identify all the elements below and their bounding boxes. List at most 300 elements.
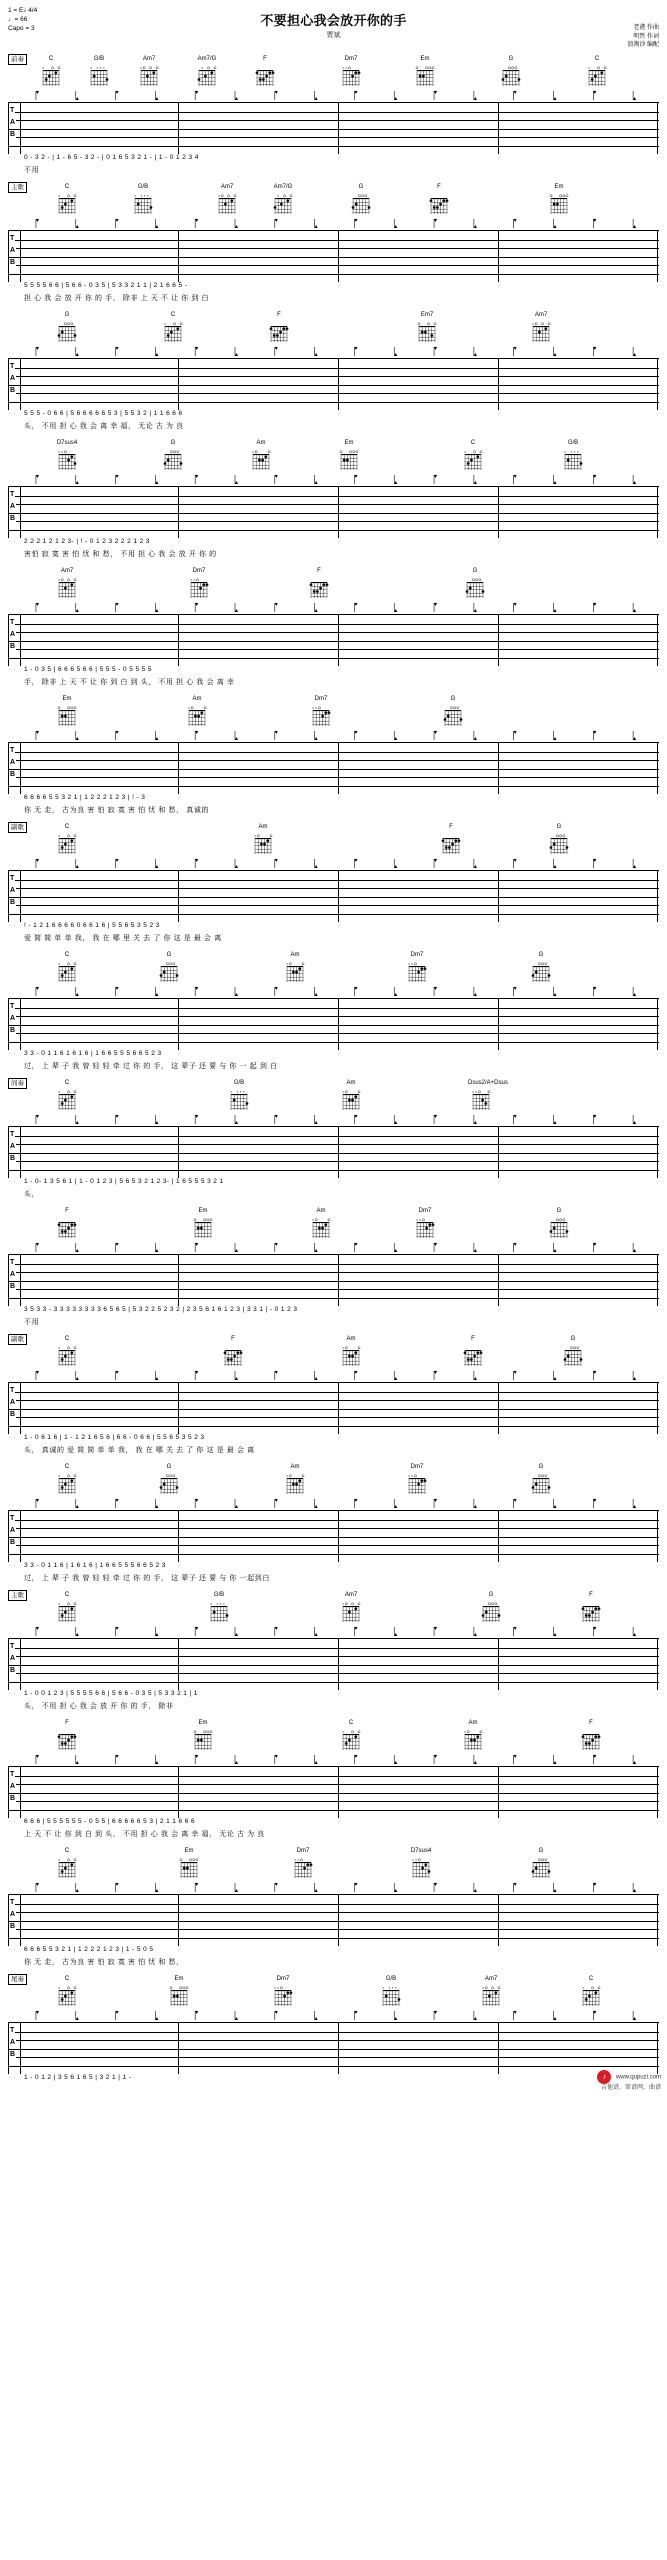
svg-text:×: ×	[236, 1090, 239, 1095]
chord-diagram	[166, 1976, 192, 2006]
tab-clef-letter-b: B	[10, 1283, 16, 1290]
tab-clef-letter-b: B	[10, 1155, 16, 1162]
chord-grid-icon	[462, 576, 488, 598]
chord-diagram-row	[8, 438, 659, 472]
site-watermark	[597, 2070, 661, 2092]
barline	[657, 1383, 658, 1434]
staff-line	[8, 137, 659, 138]
numbered-notation-row: 2 2 2 1 2 1 2 3- | ! - 0 1 2 3 2 2 2 1 2 3	[24, 538, 150, 545]
tab-staff	[8, 1382, 659, 1434]
tab-clef-letter-t: T	[10, 619, 15, 626]
lyrics-row: 害怕 寂 寞 害 怕 忧 和 愁， 不用 担 心 我 会 放 开 你 的	[24, 551, 217, 558]
staff-line	[8, 1929, 659, 1930]
chord-name: G/B	[385, 1976, 397, 1982]
svg-text:×: ×	[58, 194, 60, 199]
barline	[20, 1255, 21, 1306]
svg-text:×: ×	[222, 1602, 225, 1607]
barline	[20, 2023, 21, 2074]
barline	[8, 231, 9, 282]
chord-name: C	[64, 184, 70, 190]
lyrics-row: 你 无 走， 古为良 害 怕 寂 寞 害 怕 忧 和 愁， 真诚的	[24, 807, 210, 814]
barline	[8, 1895, 9, 1946]
barline	[338, 871, 339, 922]
svg-text:×: ×	[286, 1474, 288, 1479]
chord-diagram-row	[8, 1462, 659, 1496]
chord-name: G/B	[137, 184, 149, 190]
chord-grid-icon	[560, 1344, 586, 1366]
chord-diagram	[440, 696, 466, 726]
strum-pattern	[8, 1240, 659, 1252]
chord-grid-icon	[528, 960, 554, 982]
staff-line	[8, 376, 659, 377]
svg-text:×: ×	[134, 194, 136, 199]
tab-clef-letter-t: T	[10, 491, 15, 498]
chord-grid-icon	[440, 704, 466, 726]
chord-name: G	[538, 1848, 544, 1854]
tab-clef-letter-a: A	[10, 247, 16, 254]
staff-line	[8, 658, 659, 659]
site-tagline: 吉他谱、简谱网、曲谱	[600, 2085, 661, 2091]
staff-line	[8, 1144, 659, 1145]
barline	[657, 1639, 658, 1690]
barline	[498, 487, 499, 538]
tab-staff	[8, 742, 659, 794]
staff-line	[8, 1776, 659, 1777]
chord-grid-icon	[156, 1472, 182, 1494]
barline	[498, 2023, 499, 2074]
tab-clef-letter-a: A	[10, 631, 16, 638]
svg-text:×: ×	[286, 962, 288, 967]
chord-grid-icon	[308, 1216, 334, 1238]
chord-diagram	[282, 1464, 308, 1494]
chord-name: Am7/G	[273, 184, 293, 190]
staff-line	[8, 1298, 659, 1299]
tab-staff	[8, 358, 659, 410]
tab-clef-letter-t: T	[10, 235, 15, 242]
lyrics-row: 头， 不用 担 心 我 会 放 开 你 的 手， 除非	[24, 1703, 174, 1710]
chord-diagram	[578, 1720, 604, 1750]
chord-name: Em	[420, 56, 430, 62]
tab-clef-letter-t: T	[10, 875, 15, 882]
svg-text:×: ×	[345, 66, 348, 71]
chord-diagram	[408, 1848, 434, 1878]
lyrics-row: 手， 除非 上 天 不 让 你 到 白 到 头， 不用 担 心 我 会 离 幸	[24, 679, 235, 686]
chord-grid-icon	[308, 704, 334, 726]
svg-text:×: ×	[475, 1090, 478, 1095]
tab-clef-letter-t: T	[10, 1643, 15, 1650]
tab-staff	[8, 1638, 659, 1690]
svg-text:×: ×	[342, 1346, 344, 1351]
barline	[657, 1511, 658, 1562]
chord-grid-icon	[54, 1088, 80, 1110]
chord-name: Am	[290, 952, 300, 958]
chord-diagram	[460, 440, 486, 470]
tab-clef-letter-b: B	[10, 771, 16, 778]
barline	[178, 1639, 179, 1690]
svg-text:×: ×	[482, 1986, 484, 1991]
tab-staff	[8, 2022, 659, 2074]
svg-text:×: ×	[42, 66, 44, 71]
chord-diagram	[282, 952, 308, 982]
tab-clef-letter-t: T	[10, 107, 15, 114]
chord-grid-icon	[206, 1600, 232, 1622]
chord-diagram	[136, 56, 162, 86]
barline	[178, 999, 179, 1050]
barline	[498, 1255, 499, 1306]
barline	[498, 359, 499, 410]
chord-diagram	[160, 440, 186, 470]
numbered-notation-row: 3 3 - 0 1 1 6 1 6 1 6 | 1 6 6 5 5 5 6 6 5 2 3	[24, 1050, 162, 1057]
staff-line	[8, 265, 659, 266]
music-system	[8, 310, 659, 432]
barline	[338, 1255, 339, 1306]
lyrics-row: 爱 简 简 单 单 我， 我 在 哪 里 关 去 了 你 这 是 最 会 离	[24, 935, 222, 942]
barline	[498, 231, 499, 282]
section-label: 主歌	[8, 1590, 27, 1601]
svg-text:×: ×	[294, 1858, 296, 1863]
chord-grid-icon	[460, 1344, 486, 1366]
strum-pattern	[8, 1112, 659, 1124]
staff-line	[8, 504, 659, 505]
barline	[20, 231, 21, 282]
barline	[178, 231, 179, 282]
barline	[338, 1639, 339, 1690]
barline	[8, 615, 9, 666]
chord-name: Dm7	[410, 952, 424, 958]
tab-clef-letter-a: A	[10, 119, 16, 126]
tab-staff	[8, 1510, 659, 1562]
chord-name: Am	[346, 1336, 356, 1342]
barline	[338, 999, 339, 1050]
staff-line	[8, 914, 659, 915]
staff-line	[8, 1008, 659, 1009]
barline	[178, 1895, 179, 1946]
tab-clef-letter-b: B	[10, 643, 16, 650]
tab-clef-letter-t: T	[10, 747, 15, 754]
tempo-marking: ♩= 66	[8, 16, 28, 23]
chord-diagram	[404, 1464, 430, 1494]
chord-diagram	[578, 1976, 604, 2006]
barline	[178, 359, 179, 410]
chord-diagram	[462, 568, 488, 598]
chord-grid-icon	[190, 1216, 216, 1238]
section-label: 副歌	[8, 1334, 27, 1345]
tab-clef-letter-b: B	[10, 899, 16, 906]
chord-diagram	[190, 1720, 216, 1750]
staff-line	[8, 1289, 659, 1290]
svg-text:×: ×	[315, 706, 318, 711]
chord-grid-icon	[426, 192, 452, 214]
barline	[178, 743, 179, 794]
staff-line	[8, 1264, 659, 1265]
staff-line	[8, 1784, 659, 1785]
chord-diagram	[226, 1080, 252, 1110]
strum-pattern	[8, 1496, 659, 1508]
barline	[20, 1511, 21, 1562]
chord-diagram	[308, 1208, 334, 1238]
barline	[178, 615, 179, 666]
strum-pattern	[8, 2008, 659, 2020]
staff-line	[8, 1016, 659, 1017]
chord-grid-icon	[160, 448, 186, 470]
svg-text:×: ×	[146, 194, 149, 199]
chord-grid-icon	[266, 320, 292, 342]
barline	[178, 2023, 179, 2074]
chord-name: Em	[554, 184, 564, 190]
chord-diagram	[156, 952, 182, 982]
barline	[20, 999, 21, 1050]
tab-staff	[8, 998, 659, 1050]
chord-name: F	[65, 1720, 69, 1726]
chord-name: F	[589, 1592, 593, 1598]
barline	[657, 615, 658, 666]
tab-clef-letter-b: B	[10, 1923, 16, 1930]
chord-diagram	[528, 312, 554, 342]
chord-grid-icon	[478, 1984, 504, 2006]
chord-diagram	[54, 1720, 80, 1750]
chord-diagram	[414, 312, 440, 342]
barline	[657, 999, 658, 1050]
chord-name: G	[170, 440, 176, 446]
svg-text:×: ×	[140, 194, 143, 199]
svg-text:×: ×	[58, 450, 60, 455]
chord-name: F	[317, 568, 321, 574]
svg-text:×: ×	[193, 578, 196, 583]
svg-text:×: ×	[382, 1986, 384, 1991]
barline	[20, 871, 21, 922]
svg-text:×: ×	[143, 194, 146, 199]
chord-grid-icon	[412, 1216, 438, 1238]
chord-grid-icon	[306, 576, 332, 598]
chord-name: C	[588, 1976, 594, 1982]
section-label: 尾奏	[8, 1974, 27, 1985]
chord-name: G	[472, 568, 478, 574]
chord-grid-icon	[54, 1728, 80, 1750]
tab-staff	[8, 486, 659, 538]
chord-diagram	[220, 1336, 246, 1366]
barline	[20, 1767, 21, 1818]
barline	[178, 1127, 179, 1178]
barline	[657, 487, 658, 538]
barline	[178, 1511, 179, 1562]
staff-line	[8, 1520, 659, 1521]
numbered-notation-row: 3 3 - 0 1 1 6 | 1 6 1 6 | 1 6 6 5 5 5 6 6 5 2 3	[24, 1562, 166, 1569]
lyrics-row: 头，	[24, 1191, 40, 1198]
chord-name: C	[64, 952, 70, 958]
music-system	[8, 694, 659, 816]
barline	[338, 359, 339, 410]
svg-text:×: ×	[297, 1858, 300, 1863]
chord-grid-icon	[438, 832, 464, 854]
chord-grid-icon	[54, 192, 80, 214]
staff-line	[8, 1272, 659, 1273]
lyrics-row: 过， 上 辈 子 我 曾 轻 轻 牵 过 你 的 手， 这 辈子 还 要 与 你 一起到白	[24, 1575, 270, 1582]
staff-line	[8, 240, 659, 241]
barline	[8, 1255, 9, 1306]
staff-line	[8, 1153, 659, 1154]
chord-grid-icon	[166, 1984, 192, 2006]
tab-clef-letter-b: B	[10, 1027, 16, 1034]
chord-grid-icon	[54, 1984, 80, 2006]
chord-name: F	[231, 1336, 235, 1342]
numbered-notation-row: 6 6 6 | 5 5 5 5 5 5 - 0 5 5 | 6 6 6 6 6 5 3 | 2 1 1 6 6 6	[24, 1818, 195, 1825]
svg-text:×: ×	[312, 1218, 314, 1223]
svg-text:×: ×	[532, 322, 534, 327]
lyrics-row: 担 心 我 会 放 开 你 的 手， 除非 上 天 不 让 你 到 白	[24, 295, 210, 302]
barline	[657, 103, 658, 154]
music-system	[8, 1974, 659, 2096]
chord-diagram-row	[8, 310, 659, 344]
staff-line	[8, 2066, 659, 2067]
chord-diagram-row	[8, 54, 659, 88]
chord-grid-icon	[156, 960, 182, 982]
chord-name: F	[437, 184, 441, 190]
music-system	[8, 1206, 659, 1328]
chord-grid-icon	[54, 1472, 80, 1494]
svg-text:×: ×	[254, 834, 256, 839]
chord-grid-icon	[546, 832, 572, 854]
barline	[20, 1127, 21, 1178]
staff-line	[8, 760, 659, 761]
barline	[20, 1895, 21, 1946]
staff-line	[8, 530, 659, 531]
chord-grid-icon	[194, 64, 220, 86]
chord-diagram-row	[8, 1078, 659, 1112]
staff-line	[8, 2032, 659, 2033]
chord-name: Am7	[484, 1976, 498, 1982]
chord-grid-icon	[338, 1728, 364, 1750]
svg-text:×: ×	[411, 1474, 414, 1479]
svg-text:×: ×	[216, 1602, 219, 1607]
strum-pattern	[8, 1368, 659, 1380]
chord-grid-icon	[282, 1472, 308, 1494]
chord-diagram	[338, 1720, 364, 1750]
barline	[338, 487, 339, 538]
chord-name: F	[263, 56, 267, 62]
chord-diagram	[460, 1720, 486, 1750]
music-system	[8, 54, 659, 176]
barline	[8, 487, 9, 538]
barline	[498, 1767, 499, 1818]
tab-clef-letter-t: T	[10, 1003, 15, 1010]
svg-text:×: ×	[58, 1986, 60, 1991]
chord-name: D7sus4	[56, 440, 78, 446]
chord-name: G	[166, 1464, 172, 1470]
chord-diagram	[528, 952, 554, 982]
chord-diagram	[560, 1336, 586, 1366]
chord-diagram	[54, 696, 80, 726]
svg-text:×: ×	[582, 1986, 584, 1991]
chord-diagram	[460, 1336, 486, 1366]
barline	[498, 871, 499, 922]
barline	[20, 359, 21, 410]
chord-grid-icon	[378, 1984, 404, 2006]
svg-text:×: ×	[394, 1986, 397, 1991]
tab-clef-letter-a: A	[10, 1527, 16, 1534]
staff-line	[8, 888, 659, 889]
score-meta-left	[8, 6, 37, 33]
chord-diagram	[54, 1464, 80, 1494]
chord-grid-icon	[184, 704, 210, 726]
chord-name: F	[277, 312, 281, 318]
tab-clef-letter-b: B	[10, 1795, 16, 1802]
svg-text:×: ×	[58, 578, 60, 583]
music-system	[8, 1718, 659, 1840]
staff-line	[8, 1417, 659, 1418]
chord-grid-icon	[220, 1344, 246, 1366]
svg-text:×: ×	[388, 1986, 391, 1991]
chord-diagram	[270, 184, 296, 214]
svg-text:×: ×	[239, 1090, 242, 1095]
chord-name: Em	[184, 1848, 194, 1854]
numbered-notation-row: ! - 1 2 1 6 6 6 6 0 6 6 1 6 | 5 5 6 5 3 5 2 3	[24, 922, 160, 929]
capo-marking: Capo = 3	[8, 25, 35, 32]
chord-grid-icon	[190, 1728, 216, 1750]
svg-text:×: ×	[342, 1730, 344, 1735]
svg-text:×: ×	[58, 834, 60, 839]
barline	[8, 1511, 9, 1562]
barline	[8, 1639, 9, 1690]
svg-text:×: ×	[58, 1858, 60, 1863]
staff-line	[8, 1025, 659, 1026]
tab-clef-letter-a: A	[10, 1399, 16, 1406]
chord-diagram	[160, 312, 186, 342]
barline	[657, 1767, 658, 1818]
staff-line	[8, 1682, 659, 1683]
credit-lyricist: 明哲 作词	[633, 33, 659, 40]
svg-text:×: ×	[464, 450, 466, 455]
chord-diagram-row	[8, 182, 659, 216]
staff-line	[8, 1801, 659, 1802]
svg-text:×: ×	[312, 706, 314, 711]
barline	[498, 743, 499, 794]
chord-name: C	[64, 1976, 70, 1982]
svg-text:×: ×	[218, 194, 220, 199]
chord-diagram	[290, 1848, 316, 1878]
tab-clef-letter-b: B	[10, 1539, 16, 1546]
chord-diagram	[528, 1848, 554, 1878]
svg-text:×: ×	[58, 1090, 60, 1095]
chord-grid-icon	[54, 832, 80, 854]
staff-line	[8, 1392, 659, 1393]
barline	[657, 2023, 658, 2074]
chord-diagram	[308, 696, 334, 726]
svg-text:×: ×	[274, 1986, 276, 1991]
tab-staff	[8, 1254, 659, 1306]
barline	[657, 1127, 658, 1178]
staff-line	[8, 129, 659, 130]
barline	[657, 1255, 658, 1306]
staff-line	[8, 120, 659, 121]
lyrics-row: 头， 不用 担 心 我 会 离 幸 福， 无论 古 为 良	[24, 423, 184, 430]
numbered-notation-row: 1 - 0 3 5 | 6 6 6 5 6 6 | 5 5 5 - 0 5 5 5 5	[24, 666, 152, 673]
svg-text:×: ×	[102, 66, 105, 71]
credit-arranger: 浪淘沙 编配	[627, 42, 659, 48]
svg-text:×: ×	[464, 1730, 466, 1735]
chord-name: C	[64, 1848, 70, 1854]
numbered-notation-row: 1 - 0 1 2 | 3 5 6 1 6 5 | 3 2 1 | 1 -	[24, 2074, 132, 2081]
chord-grid-icon	[578, 1728, 604, 1750]
chord-name: Em	[198, 1720, 208, 1726]
numbered-notation-row: 0 - 3 2 - | 1 - 6 5 - 3 2 - | 0 1 6 5 3 2 1 - | 1 - 0 1 2 3 4	[24, 154, 199, 161]
chord-grid-icon	[86, 64, 112, 86]
chord-grid-icon	[546, 192, 572, 214]
barline	[657, 1895, 658, 1946]
chord-name: G	[538, 952, 544, 958]
chord-grid-icon	[348, 192, 374, 214]
barline	[178, 1383, 179, 1434]
staff-line	[8, 1554, 659, 1555]
